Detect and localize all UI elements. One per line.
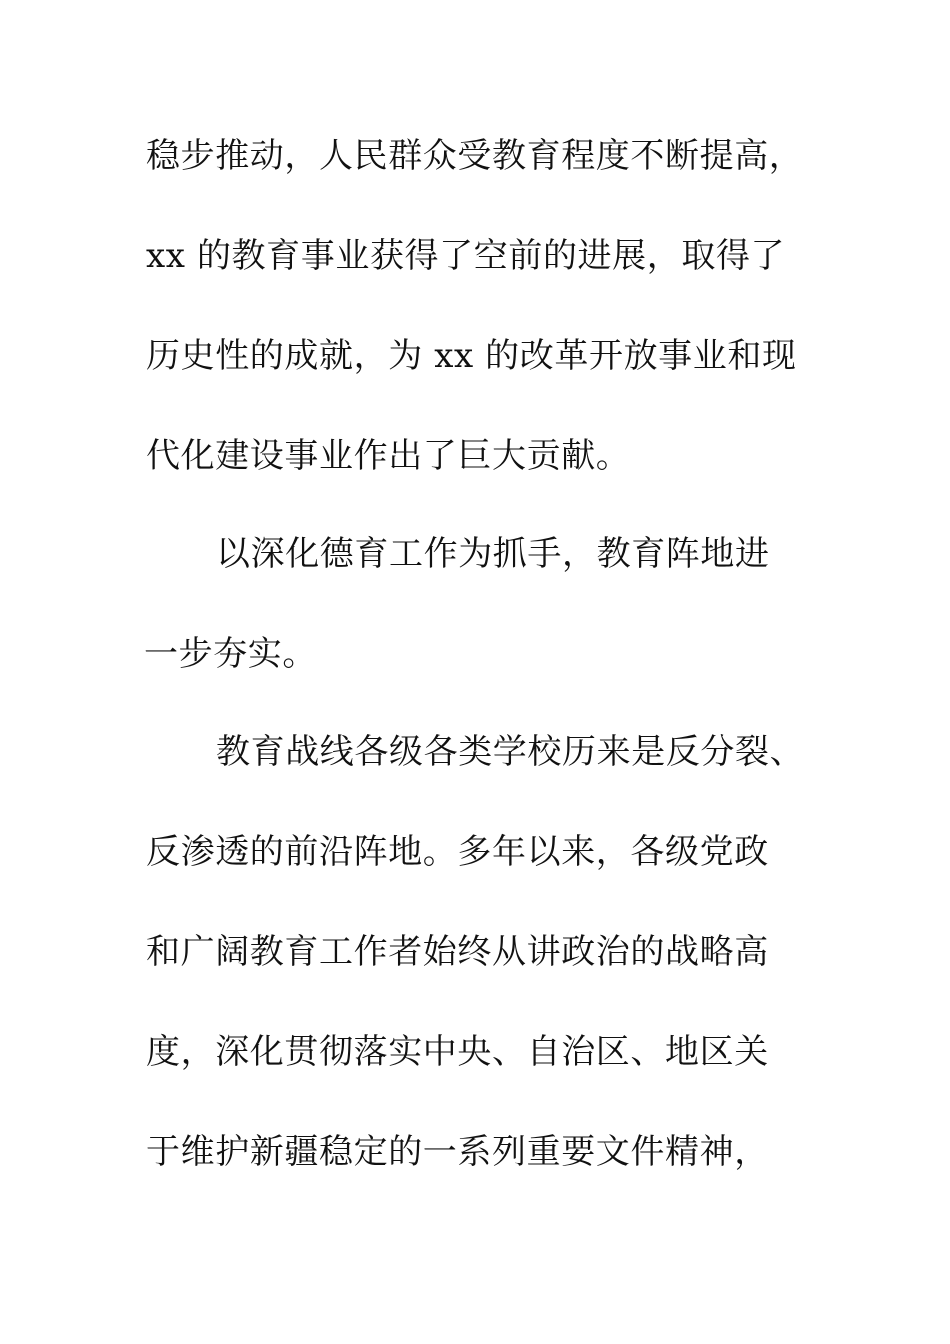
- paragraph-first-line: 教育战线各级各类学校历来是反分裂、: [216, 732, 805, 772]
- text-line: 度，深化贯彻落实中央、自治区、地区关: [146, 1032, 769, 1072]
- text-line: 历史性的成就，为 xx 的改革开放事业和现: [146, 336, 797, 376]
- text-line: 于维护新疆稳定的一系列重要文件精神，: [146, 1132, 769, 1172]
- text-line: 稳步推动，人民群众受教育程度不断提高，: [146, 136, 804, 176]
- text-line: 和广阔教育工作者始终从讲政治的战略高: [146, 932, 769, 972]
- text-line: 反渗透的前沿阵地。多年以来，各级党政: [146, 832, 769, 872]
- text-line: 代化建设事业作出了巨大贡献。: [146, 436, 631, 476]
- text-line: 一步夯实。: [144, 634, 317, 674]
- paragraph-first-line: 以深化德育工作为抓手，教育阵地进: [216, 534, 770, 574]
- text-line: xx 的教育事业获得了空前的进展，取得了: [146, 236, 786, 276]
